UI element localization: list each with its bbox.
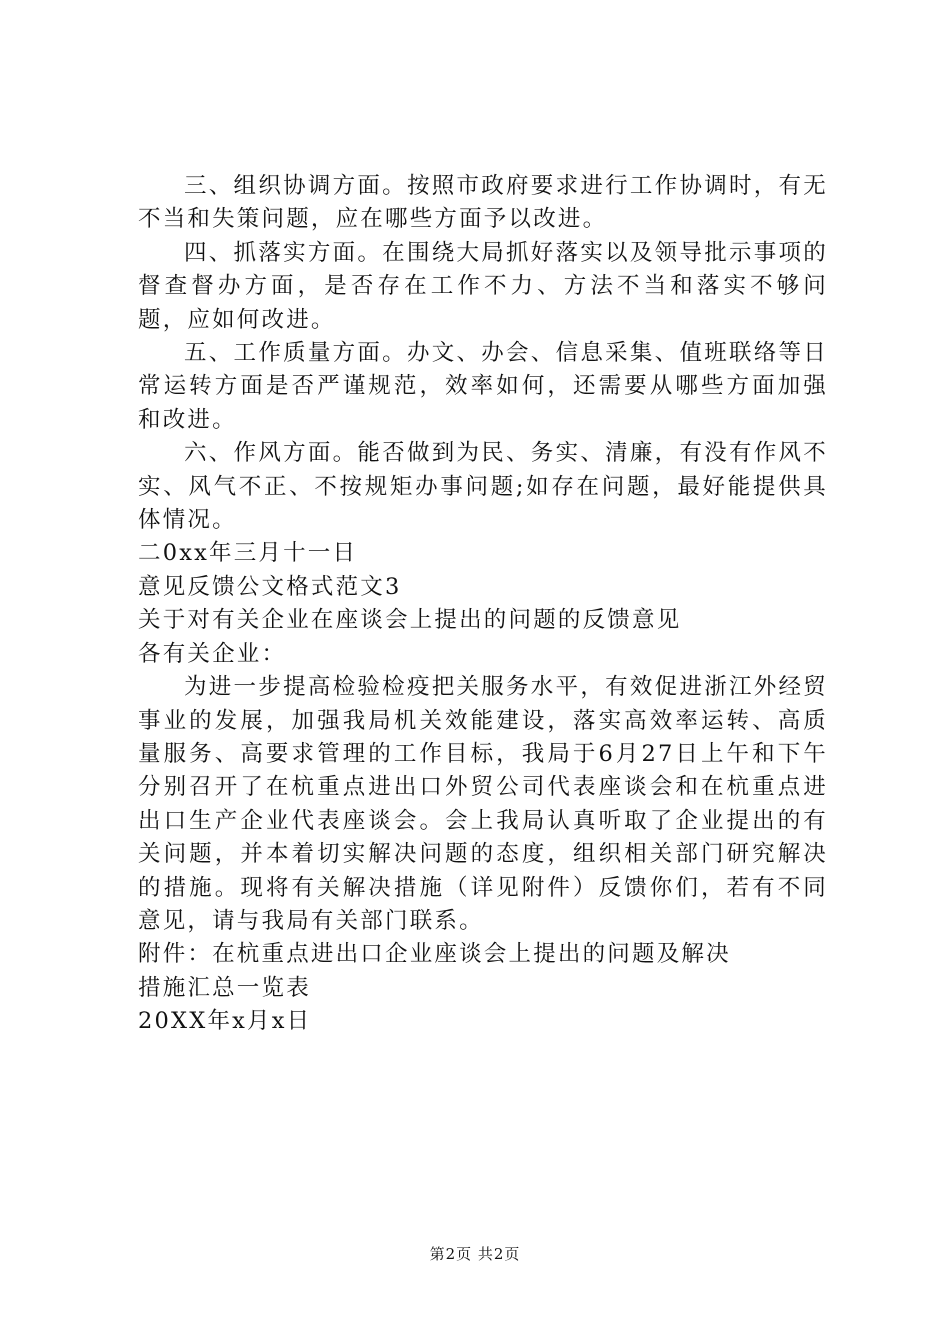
document-title: 关于对有关企业在座谈会上提出的问题的反馈意见 [138,607,682,634]
attachment-line-1: 附件：在杭重点进出口企业座谈会上提出的问题及解决 [138,941,731,968]
date-line-2: 20XX年x月x日 [138,1008,312,1035]
document-body [138,170,828,1039]
paragraph-work-style: 六、作风方面。能否做到为民、务实、清廉，有没有作风不实、风气不正、不按规矩办事问题;如存在问题，最好能提供具体情况。 [138,440,828,534]
sample-heading: 意见反馈公文格式范文3 [138,573,402,600]
paragraph-work-quality: 五、工作质量方面。办文、办会、信息采集、值班联络等日常运转方面是否严谨规范，效率如何，还需要从哪些方面加强和改进。 [138,340,828,433]
paragraph-organization: 三、组织协调方面。按照市政府要求进行工作协调时，有无不当和失策问题，应在哪些方面予以改进。 [138,173,828,233]
paragraph-implementation: 四、抓落实方面。在围绕大局抓好落实以及领导批示事项的督查督办方面，是否存在工作不力、方法不当和落实不够问题，应如何改进。 [138,239,828,333]
salutation: 各有关企业： [138,640,287,667]
paragraph-main-body: 为进一步提高检验检疫把关服务水平，有效促进浙江外经贸事业的发展，加强我局机关效能建设，落实高效率运转、高质量服务、高要求管理的工作目标，我局于6月27日上午和下午分别召开了在杭重点进出口外贸公司代表座谈会和在杭重点进出口生产企业代表座谈会。会上我局认真听取了企业提出的有关问题，并本着切实解决问题的态度，组织相关部门研究解决的措施。现将有关解决措施（详见附件）反馈你们，若有不同意见，请与我局有关部门联系。 [138,674,828,934]
attachment-line-2: 措施汇总一览表 [138,974,311,1001]
date-line-1: 二0xx年三月十一日 [138,540,358,567]
page-footer: 第2页 共2页 [429,1245,521,1263]
